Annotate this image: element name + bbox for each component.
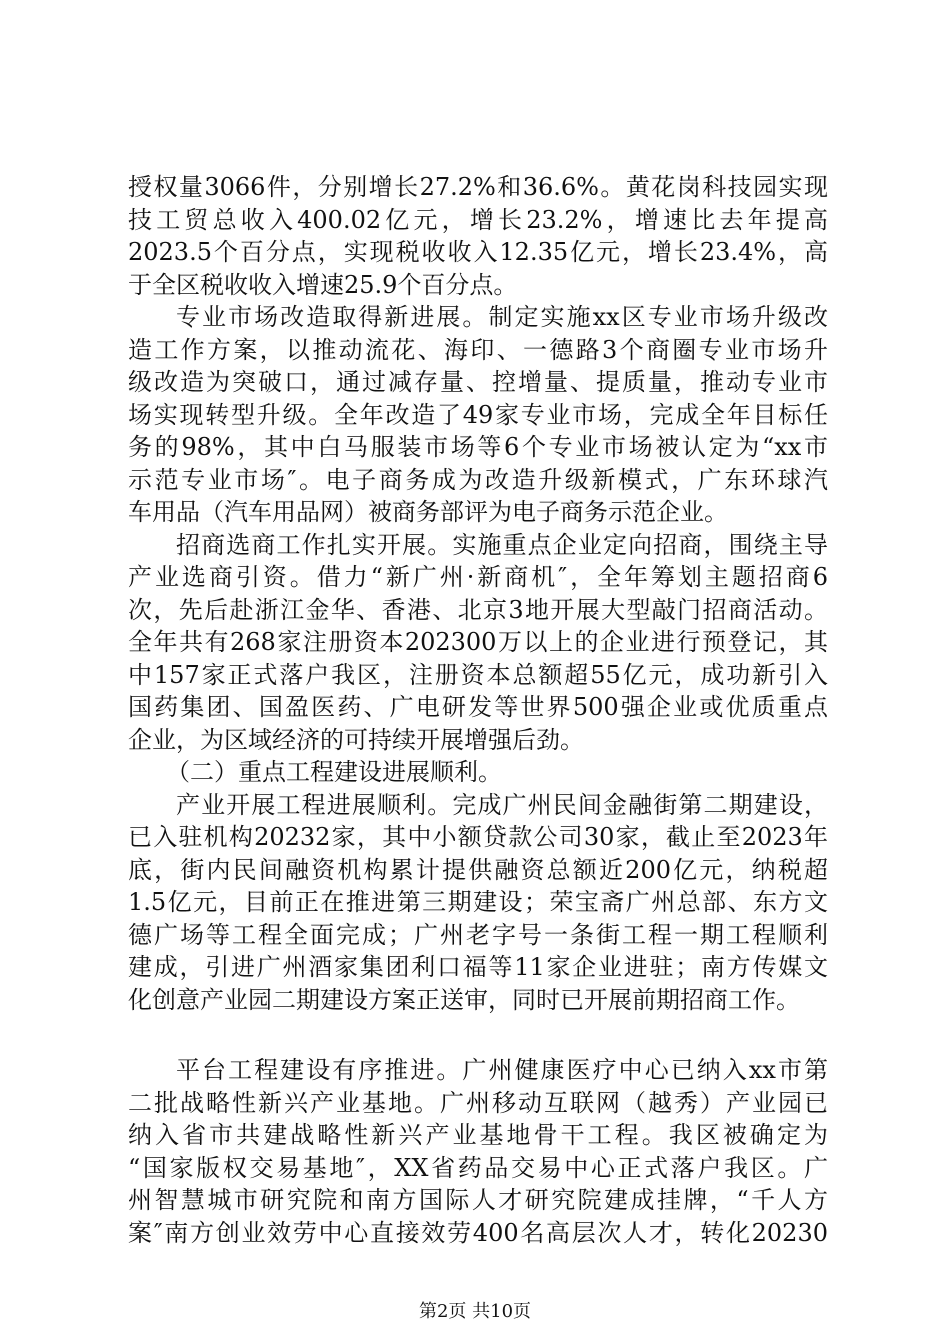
text-line: 车用品（汽车用品网）被商务部评为电子商务示范企业。 — [128, 498, 728, 526]
text-line: 国药集团、国盈医药、广电研发等世界500强企业或优质重点 — [128, 693, 828, 721]
page-footer — [0, 1297, 950, 1323]
text-line: “国家版权交易基地″，XX省药品交易中心正式落户我区。广 — [128, 1153, 828, 1182]
paragraph — [128, 171, 828, 301]
text-line: 2023.5个百分点，实现税收收入12.35亿元，增长23.4%，高 — [128, 238, 828, 266]
paragraph — [128, 789, 828, 1017]
text-line: 级改造为突破口，通过减存量、控增量、提质量，推动专业市 — [128, 368, 828, 396]
text-line: 全年共有268家注册资本202300万以上的企业进行预登记，其 — [128, 628, 828, 656]
text-line: 底，街内民间融资机构累计提供融资总额近200亿元，纳税超 — [128, 855, 828, 884]
text-line: 技工贸总收入400.02亿元，增长23.2%，增速比去年提高 — [128, 205, 828, 234]
text-line: 造工作方案，以推动流花、海印、一德路3个商圈专业市场升 — [128, 335, 828, 364]
paragraph — [128, 301, 828, 529]
text-line: 二批战略性新兴产业基地。广州移动互联网（越秀）产业园已 — [128, 1088, 828, 1117]
paragraph — [128, 1054, 828, 1249]
text-line: 产业选商引资。借力“新广州·新商机″，全年筹划主题招商6 — [128, 563, 828, 591]
text-line: 中157家正式落户我区，注册资本总额超55亿元，成功新引入 — [128, 660, 828, 689]
text-line: 州智慧城市研究院和南方国际人才研究院建成挂牌，“千人方 — [128, 1186, 828, 1214]
text-line: 纳入省市共建战略性新兴产业基地骨干工程。我区被确定为 — [128, 1121, 828, 1149]
text-line: 次，先后赴浙江金华、香港、北京3地开展大型敲门招商活动。 — [128, 595, 828, 624]
text-line: 示范专业市场″。电子商务成为改造升级新模式，广东环球汽 — [128, 465, 828, 494]
text-line: 德广场等工程全面完成；广州老字号一条街工程一期工程顺利 — [128, 920, 828, 949]
text-line: 平台工程建设有序推进。广州健康医疗中心已纳入xx市第 — [176, 1056, 828, 1084]
paragraph-gap — [128, 1016, 828, 1054]
text-line: 场实现转型升级。全年改造了49家专业市场，完成全年目标任 — [128, 400, 828, 429]
text-line: 企业，为区域经济的可持续开展增强后劲。 — [128, 725, 584, 754]
text-line: 务的98%，其中白马服装市场等6个专业市场被认定为“xx市 — [128, 433, 828, 461]
text-line: 于全区税收收入增速25.9个百分点。 — [128, 270, 518, 299]
text-line: 案″南方创业效劳中心直接效劳400名高层次人才，转化20230 — [128, 1218, 828, 1247]
section-heading-text: （二）重点工程建设进展顺利。 — [166, 758, 502, 786]
text-line: 已入驻机构20232家，其中小额贷款公司30家，截止至2023年 — [128, 823, 828, 851]
text-line: 招商选商工作扎实开展。实施重点企业定向招商，围绕主导 — [176, 530, 828, 559]
page-number: 第2页 共10页 — [418, 1301, 532, 1322]
document-body — [128, 171, 828, 1249]
text-line: 授权量3066件，分别增长27.2%和36.6%。黄花岗科技园实现 — [128, 173, 828, 201]
text-line: 1.5亿元，目前正在推进第三期建设；荣宝斋广州总部、东方文 — [128, 888, 828, 916]
section-heading — [128, 756, 828, 789]
text-line: 化创意产业园二期建设方案正送审，同时已开展前期招商工作。 — [128, 985, 800, 1014]
text-line: 专业市场改造取得新进展。制定实施xx区专业市场升级改 — [176, 303, 828, 331]
text-line: 产业开展工程进展顺利。完成广州民间金融街第二期建设， — [176, 790, 828, 819]
text-line: 建成，引进广州酒家集团利口福等11家企业进驻；南方传媒文 — [128, 953, 828, 981]
paragraph — [128, 529, 828, 757]
